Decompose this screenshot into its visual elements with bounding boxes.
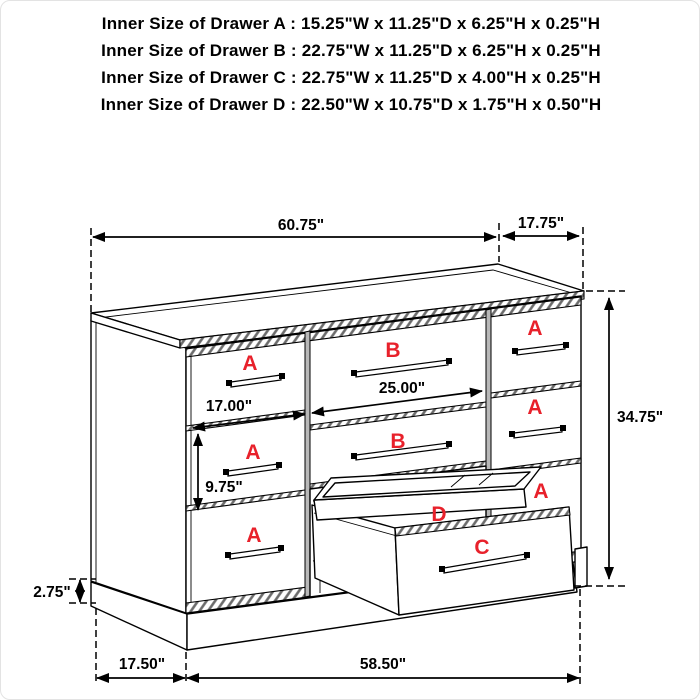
drawer-label-b-mid: B — [390, 430, 406, 453]
drawer-label-b-top: B — [385, 339, 401, 362]
dim-overall-height: 34.75" — [617, 409, 664, 426]
drawer-label-a-left-mid: A — [245, 441, 261, 464]
right-leg — [575, 547, 587, 588]
dim-bottom-depth: 17.50" — [118, 656, 166, 673]
dim-top-width: 60.75" — [277, 217, 325, 234]
left-stile — [305, 331, 310, 597]
spec-line-drawer-a: Inner Size of Drawer A : 15.25"W x 11.25"D x 6.25"H x 0.25"H — [101, 14, 601, 33]
dim-top-depth: 17.75" — [517, 215, 565, 232]
spec-line-drawer-b: Inner Size of Drawer B : 22.75"W x 11.25"D x 6.25"H x 0.25"H — [101, 41, 601, 60]
dim-base-height: 2.75" — [33, 584, 71, 601]
drawer-label-d: D — [431, 503, 447, 526]
spec-line-drawer-c: Inner Size of Drawer C : 22.75"W x 11.25"D x 4.00"H x 0.25"H — [101, 68, 601, 87]
dim-bottom-width: 58.50" — [359, 656, 407, 673]
drawer-label-a-right-mid: A — [527, 396, 543, 419]
spec-line-drawer-d: Inner Size of Drawer D : 22.50"W x 10.75"D x 1.75"H x 0.50"H — [100, 95, 602, 114]
drawer-label-a-left-bottom: A — [246, 524, 262, 547]
dresser-body — [91, 264, 587, 650]
drawer-label-a-right-bottom: A — [533, 480, 549, 503]
drawer-label-c: C — [474, 536, 490, 559]
drawer-label-a-left-top: A — [242, 352, 258, 375]
dim-center-drawer-width: 25.00" — [378, 380, 426, 397]
side-panel — [91, 320, 186, 613]
drawer-label-a-right-top: A — [527, 317, 543, 340]
dim-drawer-front-height: 9.75" — [205, 479, 243, 496]
dim-left-drawer-width: 17.00" — [205, 398, 253, 415]
dresser-line-drawing — [1, 1, 700, 700]
